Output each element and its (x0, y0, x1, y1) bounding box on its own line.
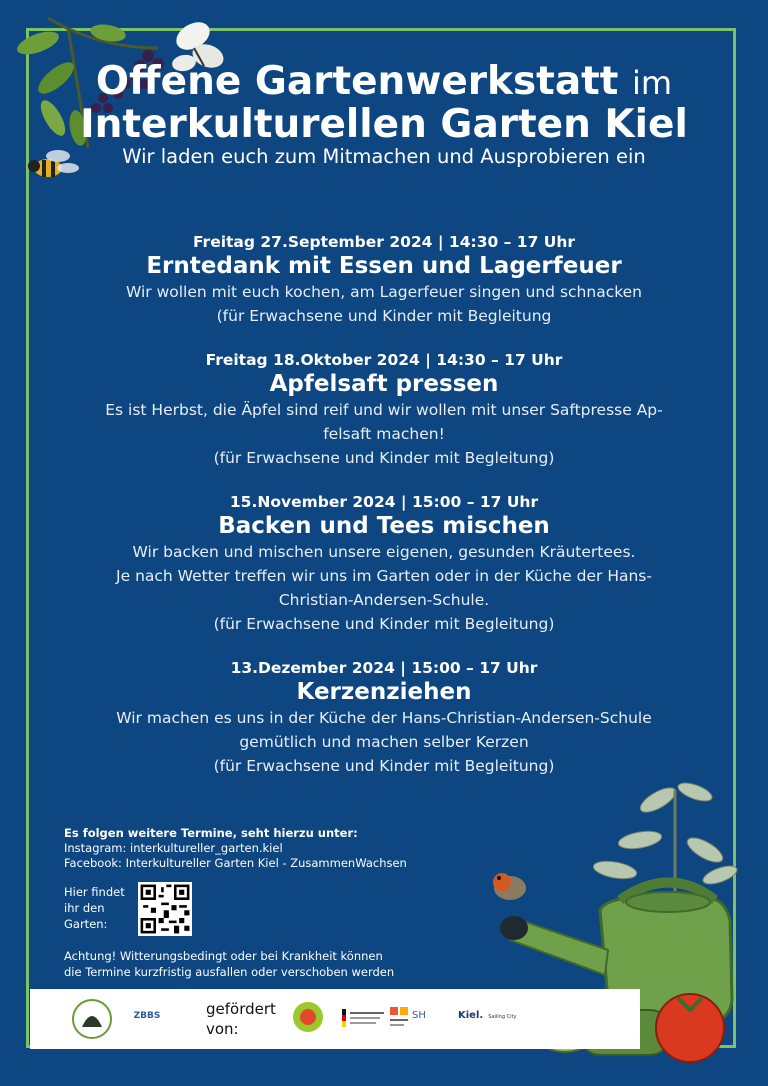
sponsor-bar (30, 989, 640, 1049)
title-line1: Offene Gartenwerkstatt (95, 59, 619, 104)
more-dates-info (64, 826, 407, 871)
event-note: (für Erwachsene und Kinder mit Begleitung) (213, 449, 555, 467)
qr-label-line: Hier findet (64, 885, 125, 899)
kiel-logo-text: Kiel. (458, 1010, 484, 1021)
event-desc: Christian-Andersen-Schule. (278, 591, 490, 609)
event-date: 13.Dezember 2024 | 15:00 – 17 Uhr (230, 659, 538, 677)
event-note: (für Erwachsene und Kinder mit Begleitung (216, 307, 552, 325)
event-desc: Wir machen es uns in der Küche der Hans-Christian-Andersen-Schule (116, 709, 652, 727)
qr-label-line: ihr den (64, 901, 105, 915)
ministry-logo (342, 1007, 386, 1029)
sh-logo (412, 1003, 452, 1022)
event-note: (für Erwachsene und Kinder mit Begleitung) (213, 757, 555, 775)
facebook-link[interactable]: Facebook: Interkultureller Garten Kiel - ZusammenWachsen (64, 856, 407, 870)
qr-label (64, 884, 134, 932)
qr-label-line: Garten: (64, 917, 108, 931)
kiel-logo-subtext: Sailing City (488, 1014, 517, 1020)
warning-line: Achtung! Witterungsbedingt oder bei Krankheit können (64, 949, 383, 963)
robin-icon (493, 873, 526, 900)
instagram-link[interactable]: Instagram: interkultureller_garten.kiel (64, 841, 283, 855)
zbbs-logo-text: ZBBS (133, 1011, 161, 1021)
event-desc: gemütlich und machen selber Kerzen (239, 733, 529, 751)
kiel-logo (458, 1003, 518, 1022)
weather-warning (64, 948, 424, 980)
sponsor-label-line: von: (206, 1020, 239, 1038)
event-3 (60, 492, 708, 636)
bingo-logo (290, 1001, 326, 1033)
sponsor-label (206, 999, 276, 1039)
event-2 (60, 350, 708, 470)
more-heading: Es folgen weitere Termine, seht hierzu unter: (64, 826, 358, 840)
event-1 (60, 232, 708, 328)
state-logo (388, 1005, 410, 1031)
sponsor-label-line: gefördert (206, 1000, 276, 1018)
zbbs-logo (130, 1003, 164, 1037)
event-title: Erntedank mit Essen und Lagerfeuer (146, 253, 622, 279)
event-desc: Wir backen und mischen unsere eigenen, gesunden Kräutertees. (132, 543, 636, 561)
event-title: Apfelsaft pressen (269, 371, 499, 397)
event-note: (für Erwachsene und Kinder mit Begleitung) (213, 615, 555, 633)
subtitle: Wir laden euch zum Mitmachen und Ausprobieren ein (122, 145, 646, 168)
sh-logo-text: SH (412, 1010, 426, 1021)
event-title: Kerzenziehen (296, 679, 472, 705)
page-title (0, 60, 768, 105)
event-desc: Es ist Herbst, die Äpfel sind reif und wir wollen mit unser Saftpresse Ap- (105, 401, 663, 419)
qr-code[interactable] (138, 882, 192, 936)
event-date: 15.November 2024 | 15:00 – 17 Uhr (229, 493, 539, 511)
warning-line: die Termine kurzfristig ausfallen oder verschoben werden (64, 965, 395, 979)
event-desc: Wir wollen mit euch kochen, am Lagerfeuer singen und schnacken (125, 283, 642, 301)
event-date: Freitag 18.Oktober 2024 | 14:30 – 17 Uhr (205, 351, 563, 369)
event-desc: felsaft machen! (323, 425, 445, 443)
event-4 (60, 658, 708, 778)
garden-logo (72, 999, 112, 1039)
event-date: Freitag 27.September 2024 | 14:30 – 17 Uhr (192, 233, 576, 251)
title-im: im (632, 64, 673, 102)
event-title: Backen und Tees mischen (218, 513, 550, 539)
event-desc: Je nach Wetter treffen wir uns im Garten oder in der Küche der Hans- (116, 567, 652, 585)
title-line2: Interkulturellen Garten Kiel (80, 102, 688, 147)
